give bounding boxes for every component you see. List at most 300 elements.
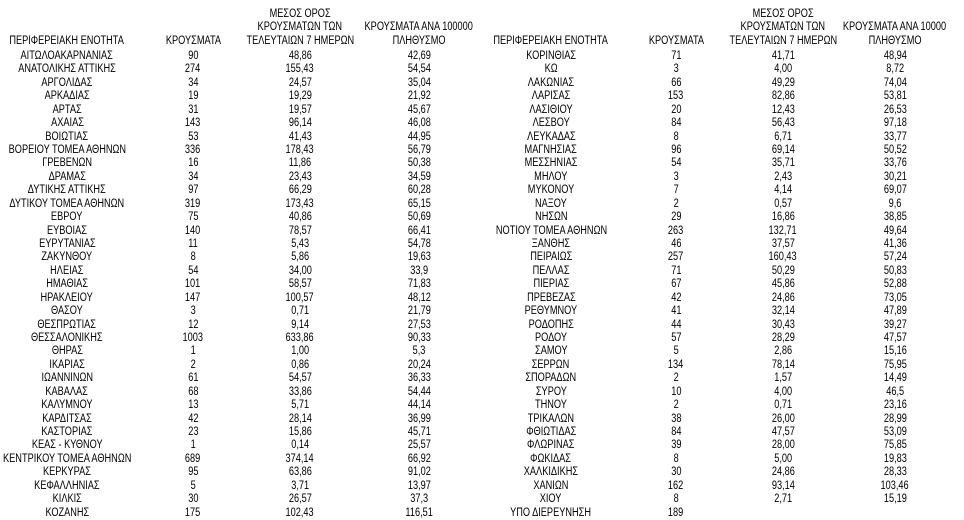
region-cell-text: ΚΕΦΑΛΛΗΝΙΑΣ [34, 479, 100, 492]
table-row [0, 439, 490, 452]
region-cell-text: ΣΥΡΟΥ [535, 385, 567, 398]
per-population-cell [348, 63, 490, 76]
cases-cell-text: 71 [670, 50, 682, 62]
cases-cell [134, 77, 252, 90]
per-population-cell [826, 278, 964, 291]
cases-cell [134, 332, 252, 345]
cases-cell [134, 131, 252, 144]
per-population-cell-text: 25,57 [407, 439, 431, 452]
table-row [0, 184, 490, 197]
region-cell-text: ΧΑΛΚΙΔΙΚΗΣ [523, 466, 579, 479]
cases-cell-text: 30 [187, 493, 199, 506]
avg-7-days-cell [740, 238, 826, 251]
region-cell [490, 480, 612, 493]
table-row [0, 332, 490, 345]
cases-cell-text: 38 [670, 412, 682, 425]
avg-7-days-cell-text: 19,29 [288, 90, 312, 103]
cases-cell-text: 7 [673, 184, 679, 197]
header-per-population [348, 0, 490, 50]
cases-cell-text: 134 [668, 358, 684, 371]
per-population-cell-text: 75,85 [883, 439, 907, 452]
per-population-cell [826, 386, 964, 399]
per-population-cell-text: 35,04 [407, 76, 431, 89]
per-population-cell-text: 21,79 [407, 305, 431, 318]
table-row [490, 157, 964, 170]
avg-7-days-cell-text: 24,86 [771, 291, 795, 304]
avg-7-days-cell-text: 41,71 [771, 50, 795, 62]
avg-7-days-cell [740, 493, 826, 506]
cases-cell [612, 453, 740, 466]
avg-7-days-cell-text: 28,14 [288, 412, 312, 425]
region-cell-text: ΑΡΓΟΛΙΔΑΣ [41, 76, 93, 89]
avg-7-days-cell-text: 49,29 [771, 76, 795, 89]
cases-cell [612, 332, 740, 345]
per-population-cell-text: 50,52 [883, 144, 907, 156]
per-population-cell-text: 52,88 [883, 278, 907, 291]
per-population-cell [348, 439, 490, 452]
avg-7-days-cell [252, 117, 348, 130]
table-row [0, 413, 490, 426]
avg-7-days-cell-text: 96,14 [288, 117, 312, 130]
cases-cell-text: 96 [670, 144, 682, 156]
header-region [0, 0, 134, 50]
cases-cell-text: 689 [185, 452, 201, 465]
avg-7-days-cell [740, 345, 826, 358]
per-population-cell-text: 53,09 [883, 426, 907, 438]
cases-cell-text: 175 [185, 506, 201, 519]
avg-7-days-cell [740, 466, 826, 479]
table-row [490, 117, 964, 130]
region-cell [490, 345, 612, 358]
region-cell-text: ΛΕΥΚΑΔΑΣ [526, 130, 576, 143]
per-population-cell [348, 225, 490, 238]
avg-7-days-cell [740, 507, 826, 520]
table-row [490, 439, 964, 452]
table-row [0, 292, 490, 305]
region-cell-text: ΚΑΛΥΜΝΟΥ [41, 399, 93, 412]
per-population-cell-text: 30,21 [883, 170, 907, 183]
avg-7-days-cell-text: 9,14 [291, 318, 309, 331]
per-population-cell [348, 90, 490, 103]
table-row [490, 345, 964, 358]
avg-7-days-cell-text: 5,43 [291, 238, 309, 250]
avg-7-days-cell-text: 32,14 [771, 305, 795, 318]
per-population-cell [826, 184, 964, 197]
per-population-cell-text: 9,6 [888, 197, 902, 210]
cases-cell-text: 54 [670, 157, 682, 170]
per-population-cell [348, 345, 490, 358]
per-population-cell-text: 39,27 [883, 318, 907, 331]
header-region [490, 0, 612, 50]
region-cell [490, 144, 612, 157]
avg-7-days-cell [252, 90, 348, 103]
per-population-cell [826, 131, 964, 144]
per-population-cell-text: 42,69 [407, 50, 431, 62]
per-population-cell [826, 90, 964, 103]
per-population-cell-text: 38,85 [883, 211, 907, 224]
avg-7-days-cell [740, 171, 826, 184]
cases-cell-text: 147 [185, 291, 201, 304]
region-cell-text: ΣΠΟΡΑΔΩΝ [525, 372, 577, 385]
per-population-cell [348, 278, 490, 291]
cases-cell [612, 439, 740, 452]
avg-7-days-cell-text: 16,86 [771, 211, 795, 224]
per-population-cell [348, 480, 490, 493]
per-population-cell-text: 45,67 [407, 103, 431, 116]
region-cell-text: ΑΡΤΑΣ [52, 103, 82, 116]
table-row [0, 157, 490, 170]
per-population-cell [826, 332, 964, 345]
avg-7-days-cell [740, 50, 826, 63]
per-population-cell-text: 46,5 [886, 385, 904, 398]
per-population-cell-text: 33,77 [883, 130, 907, 143]
per-population-cell-text: 60,28 [407, 184, 431, 197]
avg-7-days-cell [252, 211, 348, 224]
per-population-cell [826, 466, 964, 479]
region-cell-text: ΚΟΖΑΝΗΣ [45, 506, 89, 519]
per-population-cell [348, 292, 490, 305]
cases-cell [134, 319, 252, 332]
per-population-cell-text: 21,92 [407, 90, 431, 103]
cases-cell-text: 67 [670, 278, 682, 291]
avg-7-days-cell [740, 63, 826, 76]
region-cell [0, 251, 134, 264]
per-population-cell-text: 54,44 [407, 385, 431, 398]
cases-cell [134, 104, 252, 117]
table-row [0, 480, 490, 493]
avg-7-days-cell-text: 26,57 [288, 493, 312, 506]
per-population-cell [348, 359, 490, 372]
avg-7-days-cell [740, 184, 826, 197]
table-row [490, 305, 964, 318]
avg-7-days-cell [740, 157, 826, 170]
region-cell [0, 278, 134, 291]
region-cell [0, 265, 134, 278]
avg-7-days-cell-text: 19,57 [288, 103, 312, 116]
cases-cell-text: 61 [187, 372, 199, 385]
table-row [490, 278, 964, 291]
per-population-cell [826, 77, 964, 90]
table-row [490, 211, 964, 224]
per-population-cell-text: 48,94 [883, 50, 907, 62]
table-row [0, 131, 490, 144]
per-population-cell [348, 372, 490, 385]
region-cell-text: ΕΥΒΟΙΑΣ [47, 224, 87, 237]
per-population-cell-text: 116,51 [405, 506, 433, 519]
avg-7-days-cell [252, 63, 348, 76]
region-cell [0, 198, 134, 211]
cases-cell [612, 184, 740, 197]
region-cell-text: ΚΟΡΙΝΘΙΑΣ [526, 50, 576, 62]
per-population-cell [348, 466, 490, 479]
avg-7-days-cell-text: 48,86 [288, 50, 312, 62]
per-population-cell-text: 8,72 [886, 63, 904, 76]
avg-7-days-cell-text: 0,86 [291, 358, 309, 371]
table-row [490, 184, 964, 197]
avg-7-days-cell-text: 5,00 [774, 452, 792, 465]
cases-cell-text: 41 [670, 305, 682, 318]
cases-cell [134, 198, 252, 211]
avg-7-days-cell-text: 24,86 [771, 466, 795, 479]
per-population-cell-text: 91,02 [407, 466, 431, 479]
cases-cell-text: 140 [185, 224, 201, 237]
per-population-cell-text: 50,83 [883, 264, 907, 277]
cases-cell-text: 42 [670, 291, 682, 304]
table-row [490, 372, 964, 385]
per-population-cell-text: 50,69 [407, 211, 431, 224]
cases-cell-text: 336 [185, 144, 201, 156]
region-cell [0, 399, 134, 412]
table-row [0, 251, 490, 264]
avg-7-days-cell-text: 26,00 [771, 412, 795, 425]
region-cell [490, 184, 612, 197]
table-row [0, 265, 490, 278]
per-population-cell-text: 50,38 [407, 157, 431, 170]
cases-cell [612, 211, 740, 224]
cases-cell-text: 97 [187, 184, 199, 197]
avg-7-days-cell-text: 633,86 [285, 332, 315, 344]
region-cell-text: ΑΙΤΩΛΟΑΚΑΡΝΑΝΙΑΣ [20, 50, 114, 62]
region-cell [0, 131, 134, 144]
avg-7-days-cell [740, 251, 826, 264]
table-row [490, 399, 964, 412]
per-population-cell [348, 77, 490, 90]
region-cell-text: ΘΕΣΣΑΛΟΝΙΚΗΣ [31, 332, 103, 344]
per-population-cell [826, 198, 964, 211]
header-avg-7-days [246, 0, 354, 50]
cases-cell-text: 153 [668, 90, 684, 103]
region-cell [490, 131, 612, 144]
cases-cell [134, 63, 252, 76]
region-cell [490, 198, 612, 211]
avg-7-days-cell [740, 332, 826, 345]
header-avg-7-days-line: ΜΕΣΟΣ ΟΡΟΣ [752, 7, 814, 20]
avg-7-days-cell-text: 178,43 [285, 144, 315, 156]
table-row [490, 493, 964, 506]
region-cell [490, 292, 612, 305]
avg-7-days-cell [252, 305, 348, 318]
table-row [490, 50, 964, 63]
per-population-cell-text: 26,53 [883, 103, 907, 116]
region-cell-text: ΑΧΑΪΑΣ [50, 117, 84, 130]
per-population-cell-text: 46,08 [407, 117, 431, 130]
cases-cell [612, 493, 740, 506]
avg-7-days-cell-text: 28,00 [771, 439, 795, 452]
avg-7-days-cell-text: 102,43 [285, 506, 315, 519]
cases-cell-text: 20 [670, 103, 682, 116]
avg-7-days-cell-text: 24,57 [288, 76, 312, 89]
table-row [490, 225, 964, 238]
cases-cell [612, 171, 740, 184]
avg-7-days-cell [252, 50, 348, 63]
per-population-cell [826, 292, 964, 305]
avg-7-days-cell-text: 47,57 [771, 426, 795, 438]
per-population-cell-text: 54,54 [407, 63, 431, 76]
region-cell-text: ΝΗΣΩΝ [534, 211, 568, 224]
region-cell [490, 507, 612, 520]
cases-cell-text: 274 [185, 63, 201, 76]
region-cell [490, 399, 612, 412]
table-row [0, 50, 490, 63]
avg-7-days-cell-text: 54,57 [288, 372, 312, 385]
per-population-cell [826, 171, 964, 184]
per-population-cell [826, 413, 964, 426]
region-cell-text: ΞΑΝΘΗΣ [531, 238, 571, 250]
avg-7-days-cell [252, 426, 348, 439]
table-row [0, 493, 490, 506]
cases-cell-text: 13 [187, 399, 199, 412]
table-row [0, 63, 490, 76]
avg-7-days-cell [252, 131, 348, 144]
region-cell [490, 77, 612, 90]
per-population-cell-text: 69,07 [883, 184, 907, 197]
cases-cell [134, 466, 252, 479]
per-population-cell [348, 211, 490, 224]
avg-7-days-cell [740, 144, 826, 157]
region-cell-text: ΣΕΡΡΩΝ [532, 358, 570, 371]
avg-7-days-cell-text: 82,86 [771, 90, 795, 103]
region-cell [0, 305, 134, 318]
cases-cell [612, 225, 740, 238]
cases-cell-text: 162 [668, 479, 684, 492]
avg-7-days-cell [252, 359, 348, 372]
table-row [0, 507, 490, 520]
per-population-cell-text: 15,19 [883, 493, 907, 506]
region-cell-text: ΠΕΛΛΑΣ [532, 264, 570, 277]
header-avg-7-days-line: ΤΕΛΕΥΤΑΙΩΝ 7 ΗΜΕΡΩΝ [246, 34, 354, 47]
cases-cell-text: 11 [188, 238, 198, 250]
per-population-cell-text: 75,95 [883, 358, 907, 371]
per-population-cell [826, 265, 964, 278]
cases-cell [134, 117, 252, 130]
per-population-cell [348, 171, 490, 184]
avg-7-days-cell-text: 2,71 [774, 493, 792, 506]
region-cell [490, 104, 612, 117]
per-population-cell [348, 507, 490, 520]
header-per-population-line: ΚΡΟΥΣΜΑΤΑ ΑΝΑ 10000 [843, 21, 947, 34]
cases-cell-text: 2 [673, 372, 679, 385]
avg-7-days-cell [252, 157, 348, 170]
region-cell [0, 426, 134, 439]
avg-7-days-cell-text: 4,14 [774, 184, 792, 197]
cases-cell-text: 44 [670, 318, 682, 331]
table-row [490, 104, 964, 117]
region-cell [0, 117, 134, 130]
cases-cell [612, 413, 740, 426]
region-cell [490, 493, 612, 506]
avg-7-days-cell [740, 480, 826, 493]
avg-7-days-cell-text: 100,57 [285, 291, 315, 304]
avg-7-days-cell [740, 225, 826, 238]
cases-cell-text: 101 [185, 278, 201, 291]
avg-7-days-cell-text: 78,14 [771, 358, 795, 371]
region-cell [0, 77, 134, 90]
avg-7-days-cell-text: 78,57 [288, 224, 312, 237]
region-cell-text: ΚΙΛΚΙΣ [52, 493, 82, 506]
table-row [0, 144, 490, 157]
table-row [490, 238, 964, 251]
cases-cell-text: 19 [187, 90, 199, 103]
table-row [0, 359, 490, 372]
avg-7-days-cell [740, 305, 826, 318]
region-cell-text: ΕΥΡΥΤΑΝΙΑΣ [38, 238, 96, 250]
cases-cell [612, 131, 740, 144]
per-population-cell [348, 426, 490, 439]
per-population-cell [348, 50, 490, 63]
per-population-cell [826, 117, 964, 130]
region-cell [490, 453, 612, 466]
table-row [0, 466, 490, 479]
header-region-label: ΠΕΡΙΦΕΡΕΙΑΚΗ ΕΝΟΤΗΤΑ [9, 34, 125, 47]
cases-cell [134, 265, 252, 278]
per-population-cell [348, 238, 490, 251]
avg-7-days-cell-text: 3,71 [291, 479, 309, 492]
region-cell [490, 171, 612, 184]
region-cell-text: ΒΟΙΩΤΙΑΣ [45, 130, 89, 143]
right-table [490, 0, 964, 520]
avg-7-days-cell-text: 173,43 [285, 197, 315, 210]
cases-cell-text: 3 [190, 305, 196, 318]
avg-7-days-cell [252, 439, 348, 452]
avg-7-days-cell [252, 104, 348, 117]
table-row [0, 319, 490, 332]
cases-cell [612, 198, 740, 211]
per-population-cell [826, 211, 964, 224]
region-cell-text: ΔΥΤΙΚΟΥ ΤΟΜΕΑ ΑΘΗΝΩΝ [9, 197, 125, 210]
cases-cell-text: 5 [190, 479, 196, 492]
per-population-cell [348, 144, 490, 157]
avg-7-days-cell-text: 28,29 [771, 332, 795, 344]
table-row [0, 372, 490, 385]
cases-cell [612, 426, 740, 439]
avg-7-days-cell [252, 493, 348, 506]
per-population-cell-text: 56,79 [407, 144, 431, 156]
per-population-cell-text: 5,3 [412, 345, 426, 358]
table-row [0, 305, 490, 318]
cases-cell [134, 413, 252, 426]
region-cell [490, 238, 612, 251]
cases-cell [134, 184, 252, 197]
avg-7-days-cell [740, 265, 826, 278]
avg-7-days-cell [740, 386, 826, 399]
avg-7-days-cell-text: 374,14 [285, 452, 315, 465]
per-population-cell-text: 23,16 [883, 399, 907, 412]
table-row [490, 453, 964, 466]
cases-cell [612, 77, 740, 90]
per-population-cell-text: 45,71 [407, 426, 431, 438]
cases-cell-text: 3 [673, 63, 679, 76]
per-population-cell [826, 144, 964, 157]
avg-7-days-cell [740, 131, 826, 144]
avg-7-days-cell-text: 23,43 [288, 170, 312, 183]
cases-cell [612, 104, 740, 117]
avg-7-days-cell [252, 292, 348, 305]
cases-cell-text: 46 [670, 238, 682, 250]
avg-7-days-cell [252, 144, 348, 157]
cases-cell-text: 143 [185, 117, 201, 130]
region-cell-text: ΠΙΕΡΙΑΣ [533, 278, 569, 291]
cases-cell-text: 71 [670, 264, 682, 277]
cases-cell [612, 278, 740, 291]
header-row [0, 0, 490, 50]
avg-7-days-cell [740, 292, 826, 305]
avg-7-days-cell-text: 0,57 [774, 197, 792, 210]
cases-cell [134, 238, 252, 251]
per-population-cell-text: 48,12 [407, 291, 431, 304]
avg-7-days-cell-text: 66,29 [288, 184, 312, 197]
table-row [490, 144, 964, 157]
cases-cell-text: 23 [187, 426, 199, 438]
